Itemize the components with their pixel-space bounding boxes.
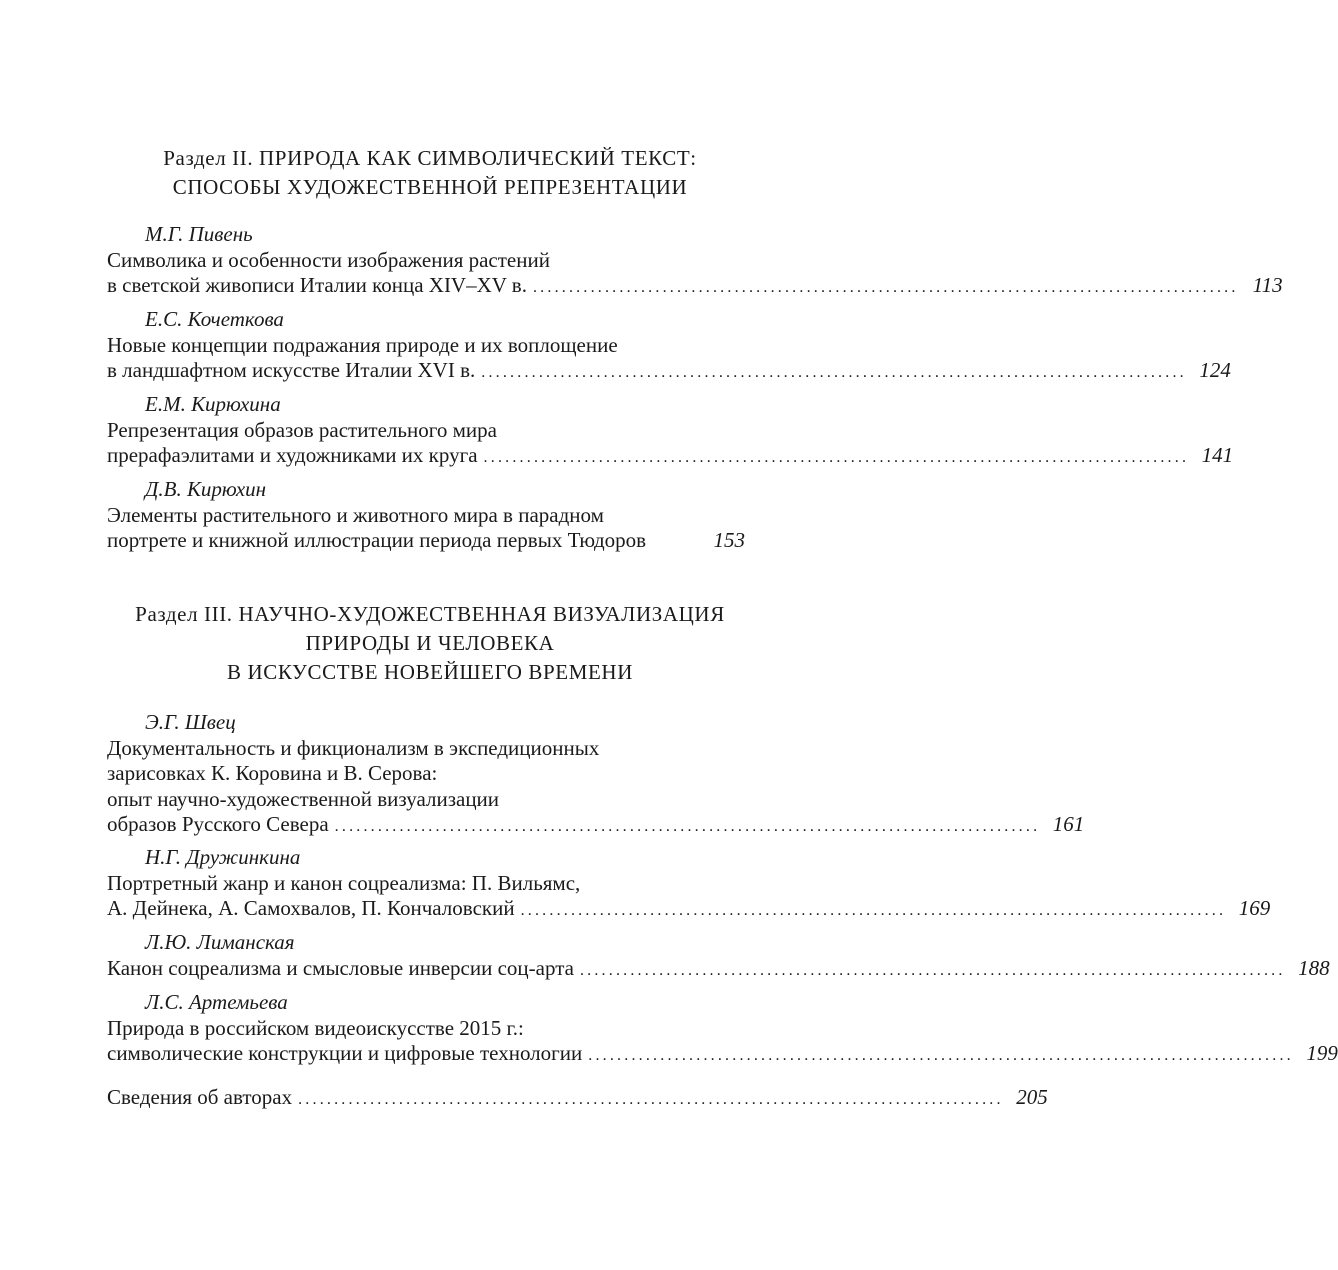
dot-leader: .................................................................................................. xyxy=(579,961,1286,979)
entry-title-line: Элементы растительного и животного мира в парадном xyxy=(107,502,604,527)
page-number: 141 xyxy=(1201,443,1234,467)
toc-entry[interactable] xyxy=(107,990,1338,1069)
toc-entry[interactable] xyxy=(107,392,1234,471)
entry-author: Е.С. Кочеткова xyxy=(145,307,284,331)
entry-title-line: Природа в российском видеоискусстве 2015 г.: xyxy=(107,1015,524,1040)
dot-leader: .................................................................................................. xyxy=(588,1047,1294,1064)
entry-author: Л.Ю. Лиманская xyxy=(145,930,295,954)
entry-author: Е.М. Кирюхина xyxy=(145,392,281,416)
entry-title-line: в ландшафтном искусстве Италии XVI в. xyxy=(107,358,476,382)
entry-author: Н.Г. Дружинкина xyxy=(145,845,301,869)
dot-leader: .................................................................................................. xyxy=(481,364,1187,381)
page-number: 199 xyxy=(1306,1041,1338,1065)
entry-title-line: Новые концепции подражания природе и их воплощение xyxy=(107,332,618,357)
toc-entry[interactable] xyxy=(107,222,1283,301)
entry-title-line: Портретный жанр и канон соцреализма: П. Вильямс, xyxy=(107,870,581,895)
section-heading-line: Раздел II. ПРИРОДА КАК СИМВОЛИЧЕСКИЙ ТЕКСТ: xyxy=(163,146,697,170)
entry-author: Э.Г. Швец xyxy=(145,710,236,734)
section-2-heading xyxy=(100,144,760,202)
dot-leader: .................................................................................................. xyxy=(532,279,1239,296)
section-3-heading xyxy=(100,600,760,687)
toc-entry[interactable] xyxy=(107,307,1231,386)
entry-title-line: Канон соцреализма и смысловые инверсии соц-арта xyxy=(107,955,574,980)
dot-leader: .................................................................................................. xyxy=(483,449,1190,466)
entry-title-line: портрете и книжной иллюстрации периода первых Тюдоров xyxy=(107,528,647,552)
entry-author: Л.С. Артемьева xyxy=(145,990,288,1014)
page-number: 113 xyxy=(1252,273,1283,297)
page-number: 161 xyxy=(1052,812,1085,836)
toc-entry-authors-info[interactable] xyxy=(107,1085,1048,1113)
toc-entry[interactable] xyxy=(107,930,1330,983)
entry-author: Д.В. Кирюхин xyxy=(145,477,267,501)
page-number: 188 xyxy=(1298,955,1330,980)
dot-leader: .................................................................................................. xyxy=(334,818,1041,835)
toc-entry[interactable] xyxy=(107,477,745,554)
dot-leader: .................................................................................................. xyxy=(520,902,1227,919)
entry-title-line: прерафаэлитами и художниками их круга xyxy=(107,443,478,467)
dot-leader: .................................................................................................. xyxy=(298,1091,1004,1108)
entry-title-line: образов Русского Севера xyxy=(107,812,329,836)
page-number: 124 xyxy=(1199,358,1231,382)
toc-entry[interactable] xyxy=(107,845,1271,924)
page-number: 205 xyxy=(1016,1085,1048,1109)
entry-title-line: символические конструкции и цифровые технологии xyxy=(107,1041,583,1065)
entry-author: М.Г. Пивень xyxy=(145,222,253,246)
page-number: 153 xyxy=(713,528,745,552)
section-heading-line: В ИСКУССТВЕ НОВЕЙШЕГО ВРЕМЕНИ xyxy=(227,660,633,684)
entry-title-line: в светской живописи Италии конца XIV–XV в. xyxy=(107,273,527,297)
section-heading-line: ПРИРОДЫ И ЧЕЛОВЕКА xyxy=(305,631,555,655)
section-heading-line: СПОСОБЫ ХУДОЖЕСТВЕННОЙ РЕПРЕЗЕНТАЦИИ xyxy=(172,175,688,199)
entry-title-line: Репрезентация образов растительного мира xyxy=(107,417,497,442)
page-number: 169 xyxy=(1238,896,1271,920)
section-heading-line: Раздел III. НАУЧНО-ХУДОЖЕСТВЕННАЯ ВИЗУАЛИЗАЦИЯ xyxy=(135,602,725,626)
entry-title-line: Документальность и фикционализм в экспедиционных xyxy=(107,735,600,760)
entry-title-line: Символика и особенности изображения растений xyxy=(107,247,550,272)
entry-title-line: Сведения об авторах xyxy=(107,1085,293,1109)
toc-entry[interactable] xyxy=(107,710,1085,840)
entry-title-line: А. Дейнека, А. Самохвалов, П. Кончаловский xyxy=(107,896,515,920)
entry-title-line: зарисовках К. Коровина и В. Серова: xyxy=(107,761,438,785)
entry-title-line: опыт научно-художественной визуализации xyxy=(107,786,500,811)
